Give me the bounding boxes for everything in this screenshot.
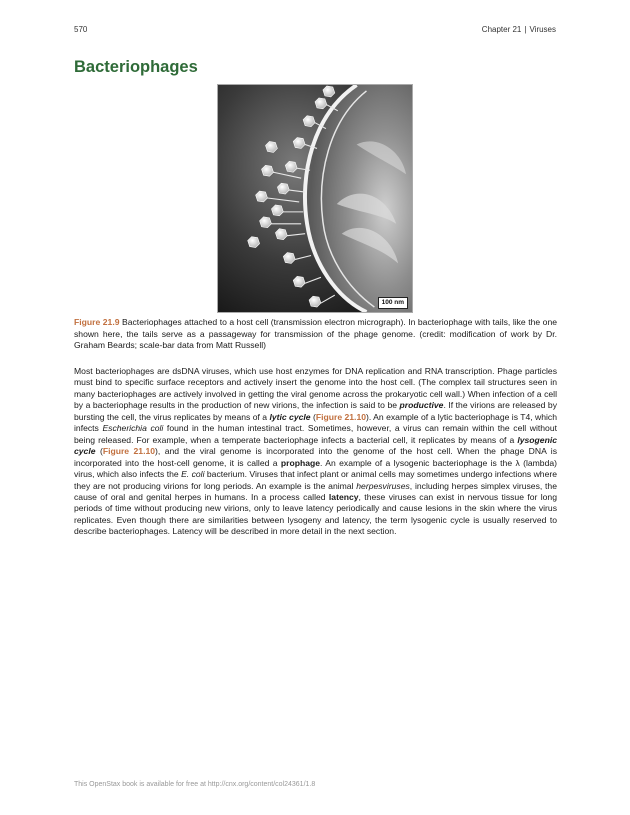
term-lysogenic-cycle: lysogenic cycle	[74, 434, 557, 457]
chapter-title: Viruses	[529, 25, 556, 34]
term-lytic-cycle: lytic cycle	[269, 411, 311, 422]
figure-reference-link[interactable]: Figure 21.10	[102, 446, 156, 457]
term-prophage: prophage	[280, 457, 321, 468]
species-name: Escherichia coli	[102, 423, 164, 434]
running-head	[482, 25, 556, 34]
page-number: 570	[74, 25, 88, 34]
term-latency: latency	[328, 491, 359, 502]
body-text: found in the human intestinal tract. Sometimes, however, a virus can remain within the cell without being released. For example, when a temperate bacteriophage infects a bacterial cell, it replicates by means of a	[74, 423, 558, 445]
body-text: . If the virions are released by bursting the cell, the virus replicates by means of a	[74, 400, 557, 422]
micrograph-image	[217, 84, 413, 313]
body-text: (	[310, 411, 316, 422]
virus-family-name: herpesviruses	[356, 480, 410, 491]
scale-bar-label: 100 nm	[378, 297, 408, 309]
body-text: ). An example of a lytic bacteriophage is T4, which infects	[74, 411, 558, 434]
body-text: bacterium. Viruses that infect plant or animal cells may sometimes undergo infections where they are not producing virions for long periods. An example is the animal	[74, 469, 557, 491]
species-name: E. coli	[181, 469, 205, 480]
page-footer: This OpenStax book is available for free at http://cnx.org/content/col24361/1.8	[74, 781, 316, 788]
chapter-label: Chapter 21	[481, 25, 522, 34]
body-text: ), and the viral genome is incorporated into the genome of the host cell. When the phage DNA is incorporated into the host-cell genome, it is called a	[74, 446, 558, 468]
body-text: Most bacteriophages are dsDNA viruses, which use host enzymes for DNA replication and RNA transcription. Phage particles must bind to specific surface receptors and actively insert the genome into the host cell. (The complex tail structures seen in many bacteriophages are actively involved in getting the viral genome across the prokaryotic cell wall.) When infection of a cell by a bacteriophage results in the production of new virions, the infection is said to be	[74, 366, 557, 411]
micrograph-illustration	[218, 85, 412, 312]
figure-caption	[74, 317, 557, 352]
body-text: (	[95, 446, 103, 457]
caption-text: Bacteriophages attached to a host cell (transmission electron micrograph). In bacteriophage with tails, like the one shown here, the tails serve as a passageway for transmission of the phage genome. (credit: modification of work by Dr. Graham Beards; scale-bar data from Matt Russell)	[74, 317, 558, 351]
header-separator: |	[524, 25, 527, 34]
body-text: , including herpes simplex viruses, the cause of oral and genital herpes in humans. In a process called	[74, 480, 557, 502]
term-productive: productive	[399, 400, 444, 411]
figure-reference-link[interactable]: Figure 21.10	[315, 411, 367, 422]
figure-label: Figure 21.9	[74, 317, 120, 327]
section-title: Bacteriophages	[74, 58, 198, 76]
body-text: , these viruses can exist in nervous tissue for long periods of time without producing new virions, only to leave latency periodically and cause lesions in the skin where the virus replicates. Even though there are similarities between lysogeny and latency, the term lysogenic cycle is usually reserved to describe bacteriophages. Latency will be described in more detail in the next section.	[74, 491, 557, 537]
body-text: . An example of a lysogenic bacteriophage is the λ (lambda) virus, which also infects the	[74, 457, 557, 480]
body-paragraph	[74, 366, 557, 538]
